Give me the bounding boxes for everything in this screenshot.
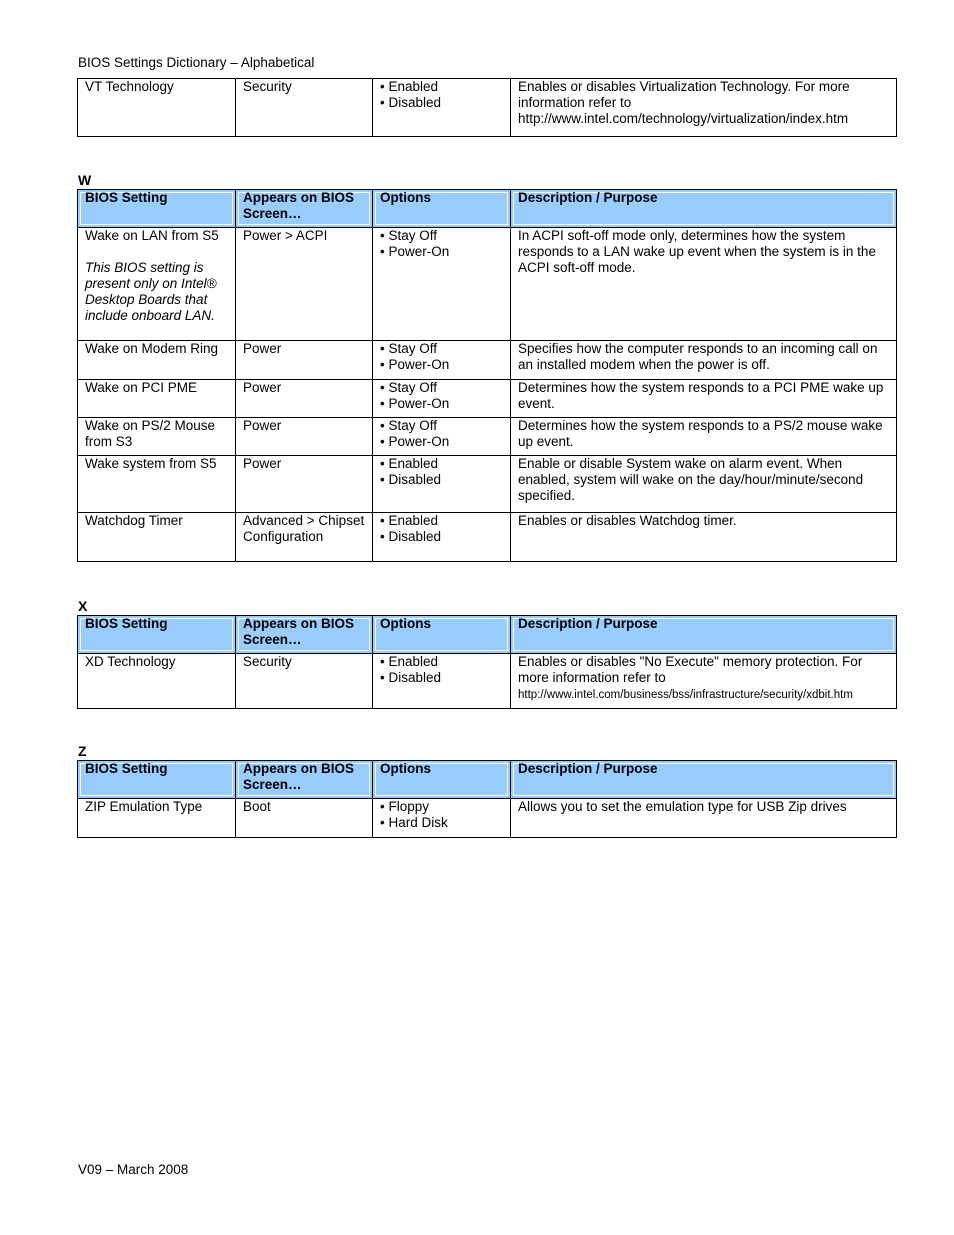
option-item: • Hard Disk: [380, 815, 448, 830]
table-header-row: [78, 190, 897, 228]
screen-cell: Security: [236, 79, 373, 137]
description-text: Enables or disables Virtualization Technology. For more information refer to: [518, 79, 850, 110]
setting-cell: Wake on PS/2 Mouse from S3: [78, 418, 236, 456]
setting-cell: Wake on PCI PME: [78, 380, 236, 418]
description-cell: Enables or disables Watchdog timer.: [511, 513, 897, 562]
column-header-options: Options: [373, 190, 511, 228]
setting-cell: ZIP Emulation Type: [78, 799, 236, 838]
description-cell: Enable or disable System wake on alarm event. When enabled, system will wake on the day/hour/minute/second specified.: [511, 456, 897, 513]
column-header-description: Description / Purpose: [511, 190, 897, 228]
screen-cell: Power: [236, 456, 373, 513]
section-letter-z: Z: [78, 743, 87, 759]
option-item: • Power-On: [380, 244, 450, 259]
option-item: • Enabled: [380, 79, 439, 94]
option-item: • Enabled: [380, 456, 439, 471]
table-row: [78, 799, 897, 838]
table-row: [78, 418, 897, 456]
option-item: • Disabled: [380, 529, 442, 544]
option-item: • Disabled: [380, 670, 442, 685]
setting-note: This BIOS setting is present only on Intel® Desktop Boards that include onboard LAN.: [85, 260, 217, 323]
column-header-screen: Appears on BIOS Screen…: [236, 616, 373, 654]
w-table: [77, 189, 897, 562]
v-table: [77, 78, 897, 137]
setting-cell: VT Technology: [78, 79, 236, 137]
page-footer: V09 – March 2008: [78, 1162, 189, 1177]
description-cell: Determines how the system responds to a PS/2 mouse wake up event.: [511, 418, 897, 456]
description-cell: Determines how the system responds to a PCI PME wake up event.: [511, 380, 897, 418]
description-text: Enables or disables "No Execute" memory protection. For more information refer to: [518, 654, 863, 685]
column-header-description: Description / Purpose: [511, 761, 897, 799]
table-row: [78, 380, 897, 418]
options-cell: [373, 380, 511, 418]
table-header-row: [78, 761, 897, 799]
table-row: [78, 513, 897, 562]
z-table: [77, 760, 897, 838]
options-cell: [373, 341, 511, 380]
option-item: • Stay Off: [380, 380, 437, 395]
setting-name: Wake on LAN from S5: [85, 228, 219, 243]
column-header-description: Description / Purpose: [511, 616, 897, 654]
column-header-screen: Appears on BIOS Screen…: [236, 190, 373, 228]
option-item: • Stay Off: [380, 228, 437, 243]
description-cell: Specifies how the computer responds to an incoming call on an installed modem when the power is off.: [511, 341, 897, 380]
options-cell: [373, 799, 511, 838]
screen-cell: Security: [236, 654, 373, 709]
description-cell: Allows you to set the emulation type for USB Zip drives: [511, 799, 897, 838]
reference-link[interactable]: http://www.intel.com/technology/virtualization/index.htm: [518, 111, 849, 126]
table-header-row: [78, 616, 897, 654]
table-row: [78, 456, 897, 513]
option-item: • Power-On: [380, 434, 450, 449]
screen-cell: Power: [236, 380, 373, 418]
options-cell: [373, 513, 511, 562]
screen-cell: Power: [236, 341, 373, 380]
section-letter-w: W: [78, 172, 92, 188]
setting-cell: XD Technology: [78, 654, 236, 709]
options-cell: [373, 418, 511, 456]
option-item: • Floppy: [380, 799, 429, 814]
table-row: [78, 341, 897, 380]
reference-link[interactable]: http://www.intel.com/business/bss/infrastructure/security/xdbit.htm: [518, 689, 853, 701]
x-table: [77, 615, 897, 709]
options-cell: [373, 456, 511, 513]
table-row: [78, 79, 897, 137]
setting-cell: Watchdog Timer: [78, 513, 236, 562]
description-cell: [511, 79, 897, 137]
table-row: [78, 228, 897, 341]
table-row: [78, 654, 897, 709]
screen-cell: Advanced > Chipset Configuration: [236, 513, 373, 562]
option-item: • Stay Off: [380, 341, 437, 356]
options-cell: [373, 79, 511, 137]
screen-cell: Power: [236, 418, 373, 456]
section-letter-x: X: [78, 598, 88, 614]
page-header: BIOS Settings Dictionary – Alphabetical: [78, 55, 315, 70]
option-item: • Disabled: [380, 95, 442, 110]
option-item: • Power-On: [380, 396, 450, 411]
options-cell: [373, 228, 511, 341]
column-header-screen: Appears on BIOS Screen…: [236, 761, 373, 799]
column-header-setting: BIOS Setting: [78, 190, 236, 228]
setting-cell: Wake on Modem Ring: [78, 341, 236, 380]
option-item: • Power-On: [380, 357, 450, 372]
option-item: • Enabled: [380, 654, 439, 669]
column-header-setting: BIOS Setting: [78, 761, 236, 799]
column-header-setting: BIOS Setting: [78, 616, 236, 654]
option-item: • Disabled: [380, 472, 442, 487]
description-cell: [511, 654, 897, 709]
options-cell: [373, 654, 511, 709]
option-item: • Enabled: [380, 513, 439, 528]
screen-cell: Boot: [236, 799, 373, 838]
screen-cell: Power > ACPI: [236, 228, 373, 341]
description-cell: In ACPI soft-off mode only, determines how the system responds to a LAN wake up event when the system is in the ACPI soft-off mode.: [511, 228, 897, 341]
column-header-options: Options: [373, 761, 511, 799]
option-item: • Stay Off: [380, 418, 437, 433]
setting-cell: Wake system from S5: [78, 456, 236, 513]
column-header-options: Options: [373, 616, 511, 654]
setting-cell: [78, 228, 236, 341]
